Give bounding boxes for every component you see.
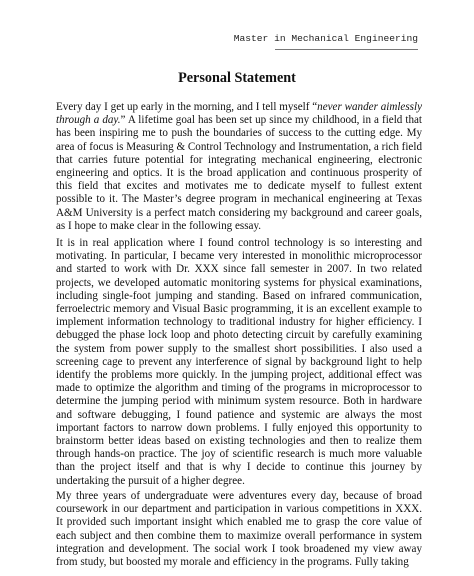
header-rule — [275, 49, 418, 50]
italic-quote: never wander aimlessly through a day. — [56, 101, 422, 127]
document-title: Personal Statement — [178, 70, 296, 86]
paragraph-3: My three years of undergraduate were adventures every day, because of broad coursework in our department and participation in various competitions in XXX. It provided such important insight which enabled me to grasp the core value of each subject and then combine them to maximize overall performance in system integration and development. The social work I took broadened my view away from study, but boosted my morale and efficiency in the programs. Fully taking — [56, 490, 422, 569]
paragraph-1-body: ” A lifetime goal has been set up since my childhood, in a field that has been inspiring me to push the boundaries of success to the cutting edge. My area of focus is Measuring & Control Technology and Instrumentation, a rich field that carries future potential for integrating mechanical engineering, electronic engineering and optics. It is the broad application and continuous prosperity of this field that excites and motivates me to dedicate myself to fullest extent possible to it. The Master’s degree program in mechanical engineering at Texas A&M University is a perfect match considering my background and career goals, as I hope to make clear in the following essay. — [56, 114, 423, 232]
running-header: Master in Mechanical Engineering — [233, 33, 418, 44]
paragraph-1-opening: Every day I get up early in the morning, and I tell myself “ — [56, 101, 318, 113]
paragraph-1 — [56, 101, 422, 233]
paragraph-2: It is in real application where I found control technology is so interesting and motivating. In particular, I became very interested in monolithic microprocessor and started to work with Dr. XXX since fall semester in 2007. In two related projects, we developed automatic monitoring systems for physical examinations, including single-foot jumping and standing. Based on infrared communication, ferroelectric memory and Visual Basic programming, it is an excellent example to implement information technology to traditional industry for higher efficiency. I debugged the phase lock loop and photo detecting circuit by carefully examining the system from power supply to the smallest short possibilities. I also used a screening cage to prevent any interference of signal by background light to help identify the problems more quickly. In the jumping project, additional effect was made to optimize the algorithm and timing of the programs in microprocessor to determine the jumping period with minimum system resource. Both in hardware and software debugging, I found patience and systemic are always the most important factors to narrow down problems. I fully enjoyed this opportunity to brainstorm better ideas based on existing technologies and then to realize them through hands-on practice. The joy of scientific research is much more valuable than the project itself and that is why I decide to continue this journey by undertaking the pursuit of a higher degree. — [56, 237, 422, 487]
